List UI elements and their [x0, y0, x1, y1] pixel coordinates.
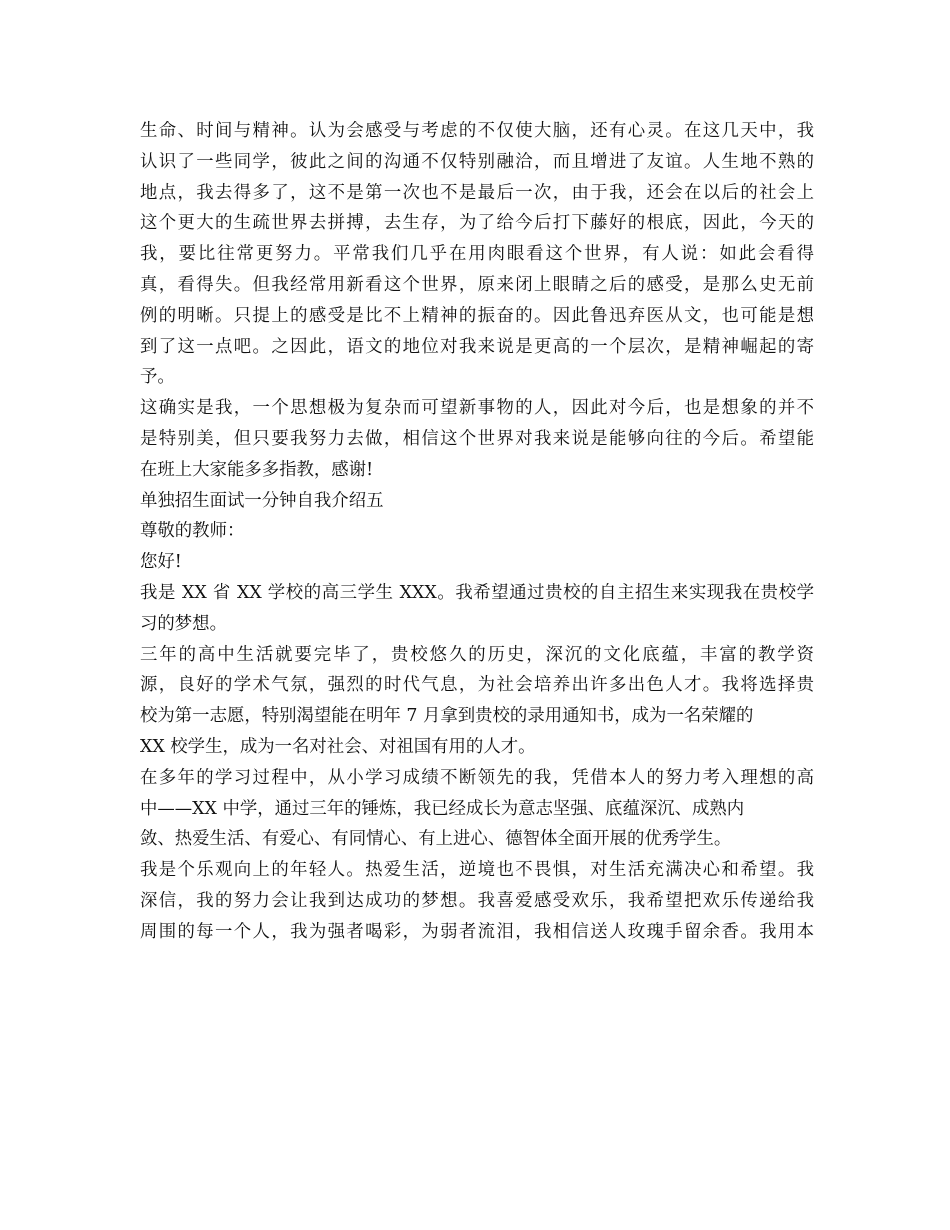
document-body — [140, 116, 814, 948]
text-line: 深信，我的努力会让我到达成功的梦想。我喜爱感受欢乐，我希望把欢乐传递给我 — [140, 890, 814, 911]
text-line: 在多年的学习过程中，从小学习成绩不断领先的我，凭借本人的努力考入理想的高 — [140, 767, 814, 788]
text-line: 予。 — [140, 367, 175, 388]
text-line: 是特别美，但只要我努力去做，相信这个世界对我来说是能够向往的今后。希望能 — [140, 428, 814, 449]
text-line: 我是个乐观向上的年轻人。热爱生活，逆境也不畏惧，对生活充满决心和希望。我 — [140, 860, 814, 881]
text-line: 在班上大家能多多指教，感谢! — [140, 459, 374, 480]
text-line: 到了这一点吧。之因此，语文的地位对我来说是更高的一个层次，是精神崛起的寄 — [140, 336, 814, 357]
salutation: 尊敬的教师： — [140, 521, 245, 542]
text-line: 敛、热爱生活、有爱心、有同情心、有上进心、德智体全面开展的优秀学生。 — [140, 829, 732, 850]
text-line: 校为第一志愿，特别渴望能在明年 7 月拿到贵校的录用通知书，成为一名荣耀的 — [140, 706, 754, 727]
greeting: 您好! — [140, 552, 182, 573]
text-line: 地点，我去得多了，这不是第一次也不是最后一次，由于我，还会在以后的社会上 — [140, 182, 814, 203]
text-line: 我，要比往常更努力。平常我们几乎在用肉眼看这个世界，有人说：如此会看得 — [140, 244, 814, 265]
text-line: 我是 XX 省 XX 学校的高三学生 XXX。我希望通过贵校的自主招生来实现我在贵校学 — [140, 582, 814, 603]
text-line: XX 校学生，成为一名对社会、对祖国有用的人才。 — [140, 736, 536, 757]
text-line: 三年的高中生活就要完毕了，贵校悠久的历史，深沉的文化底蕴，丰富的教学资 — [140, 644, 814, 665]
text-line: 周围的每一个人，我为强者喝彩，为弱者流泪，我相信送人玫瑰手留余香。我用本 — [140, 921, 814, 942]
text-line: 源，良好的学术气氛，强烈的时代气息，为社会培养出许多出色人才。我将选择贵 — [140, 675, 814, 696]
text-line: 这确实是我，一个思想极为复杂而可望新事物的人，因此对今后，也是想象的并不 — [140, 398, 814, 419]
text-line: 生命、时间与精神。认为会感受与考虑的不仅使大脑，还有心灵。在这几天中，我 — [140, 121, 814, 141]
text-line: 中——XX 中学，通过三年的锤炼，我已经成长为意志坚强、底蕴深沉、成熟内 — [140, 798, 745, 819]
section-heading: 单独招生面试一分钟自我介绍五 — [140, 490, 384, 511]
text-line: 这个更大的生疏世界去拼搏，去生存，为了给今后打下藤好的根底，因此，今天的 — [140, 213, 814, 234]
text-line: 认识了一些同学，彼此之间的沟通不仅特别融洽，而且增进了友谊。人生地不熟的 — [140, 151, 814, 172]
text-line: 习的梦想。 — [140, 613, 227, 634]
text-line: 真，看得失。但我经常用新看这个世界，原来闭上眼睛之后的感受，是那么史无前 — [140, 274, 814, 295]
text-line: 例的明晰。只提上的感受是比不上精神的振奋的。因此鲁迅弃医从文，也可能是想 — [140, 305, 814, 326]
